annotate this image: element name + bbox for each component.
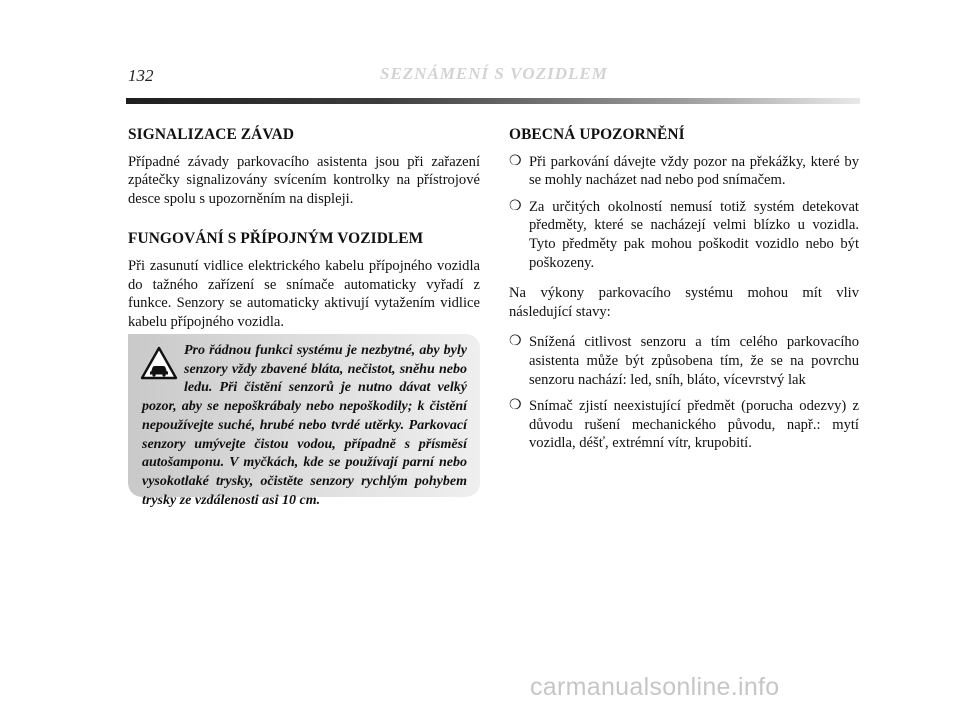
general-warnings-list bbox=[509, 153, 859, 273]
list-item-text: Při parkování dávejte vždy pozor na překážky, které by se mohly nacházet nad nebo pod snímačem. bbox=[529, 153, 859, 189]
bullet-icon: ❍ bbox=[509, 198, 522, 214]
list-item-text: Snímač zjistí neexistující předmět (porucha odezvy) z důvodu rušení mechanického původu, např.: mytí vozidla, déšť, extrémní vítr, krupobití. bbox=[529, 398, 859, 452]
list-item bbox=[509, 153, 859, 190]
bullet-icon: ❍ bbox=[509, 398, 522, 414]
bullet-icon: ❍ bbox=[509, 334, 522, 350]
list-item bbox=[509, 397, 859, 453]
list-item-text: Snížená citlivost senzoru a tím celého parkovacího asistenta může být způsobena tím, že se na povrchu senzoru nachází: led, sníh, bláto, vícevrstvý lak bbox=[529, 334, 859, 388]
bullet-icon: ❍ bbox=[509, 153, 522, 169]
section-heading-trailer: FUNGOVÁNÍ S PŘÍPOJNÝM VOZIDLEM bbox=[128, 230, 424, 248]
right-column bbox=[509, 120, 859, 465]
warning-text: Pro řádnou funkci systému je nezbytné, aby byly senzory vždy zbavené bláta, nečistot, sněhu nebo ledu. Při čistění senzorů je nutno dávat velký pozor, aby se nepoškrábaly nebo nepoškodily; k čistění nepoužívejte suché, hrubé nebo tvrdé utěrky. Parkovací senzory umývejte čistou vodou, případně s přísměsí autošamponu. V myčkách, kde se používají parní nebo vysokotlaké trysky, očistěte senzory rychlým pohybem trysky ze vzdálenosti asi 10 cm. bbox=[142, 343, 467, 508]
section-heading-general-warnings: OBECNÁ UPOZORNĚNÍ bbox=[509, 126, 685, 143]
list-item-text: Za určitých okolností nemusí totiž systém detekovat předměty, které se nacházejí velmi blízko u vozidla. Tyto předměty pak mohou poškodit vozidlo nebo být poškozeny. bbox=[529, 198, 859, 271]
section-heading-fault-signaling: SIGNALIZACE ZÁVAD bbox=[128, 126, 295, 143]
conditions-intro: Na výkony parkovacího systému mohou mít vliv následující stavy: bbox=[509, 285, 859, 320]
left-column bbox=[128, 120, 480, 343]
watermark: carmanualsonline.info bbox=[530, 673, 780, 701]
section-body-fault-signaling: Případné závady parkovacího asistenta jsou při zařazení zpátečky signalizovány svícením kontrolky na přístrojové desce spolu s upozorněním na displeji. bbox=[128, 153, 480, 207]
warning-text-block bbox=[142, 342, 467, 510]
icon-spacer bbox=[142, 342, 184, 394]
list-item bbox=[509, 198, 859, 272]
list-item bbox=[509, 333, 859, 389]
warning-box bbox=[128, 334, 480, 508]
section-body-trailer: Při zasunutí vidlice elektrického kabelu přípojného vozidla do tažného zařízení se snímače automaticky vyřadí z funkce. Senzory se automaticky aktivují vytažením vidlice kabelu přípojného vozidla. bbox=[128, 257, 480, 330]
page-number: 132 bbox=[128, 66, 154, 85]
running-title: SEZNÁMENÍ S VOZIDLEM bbox=[380, 64, 608, 83]
conditions-list bbox=[509, 333, 859, 453]
header-rule bbox=[126, 98, 860, 104]
